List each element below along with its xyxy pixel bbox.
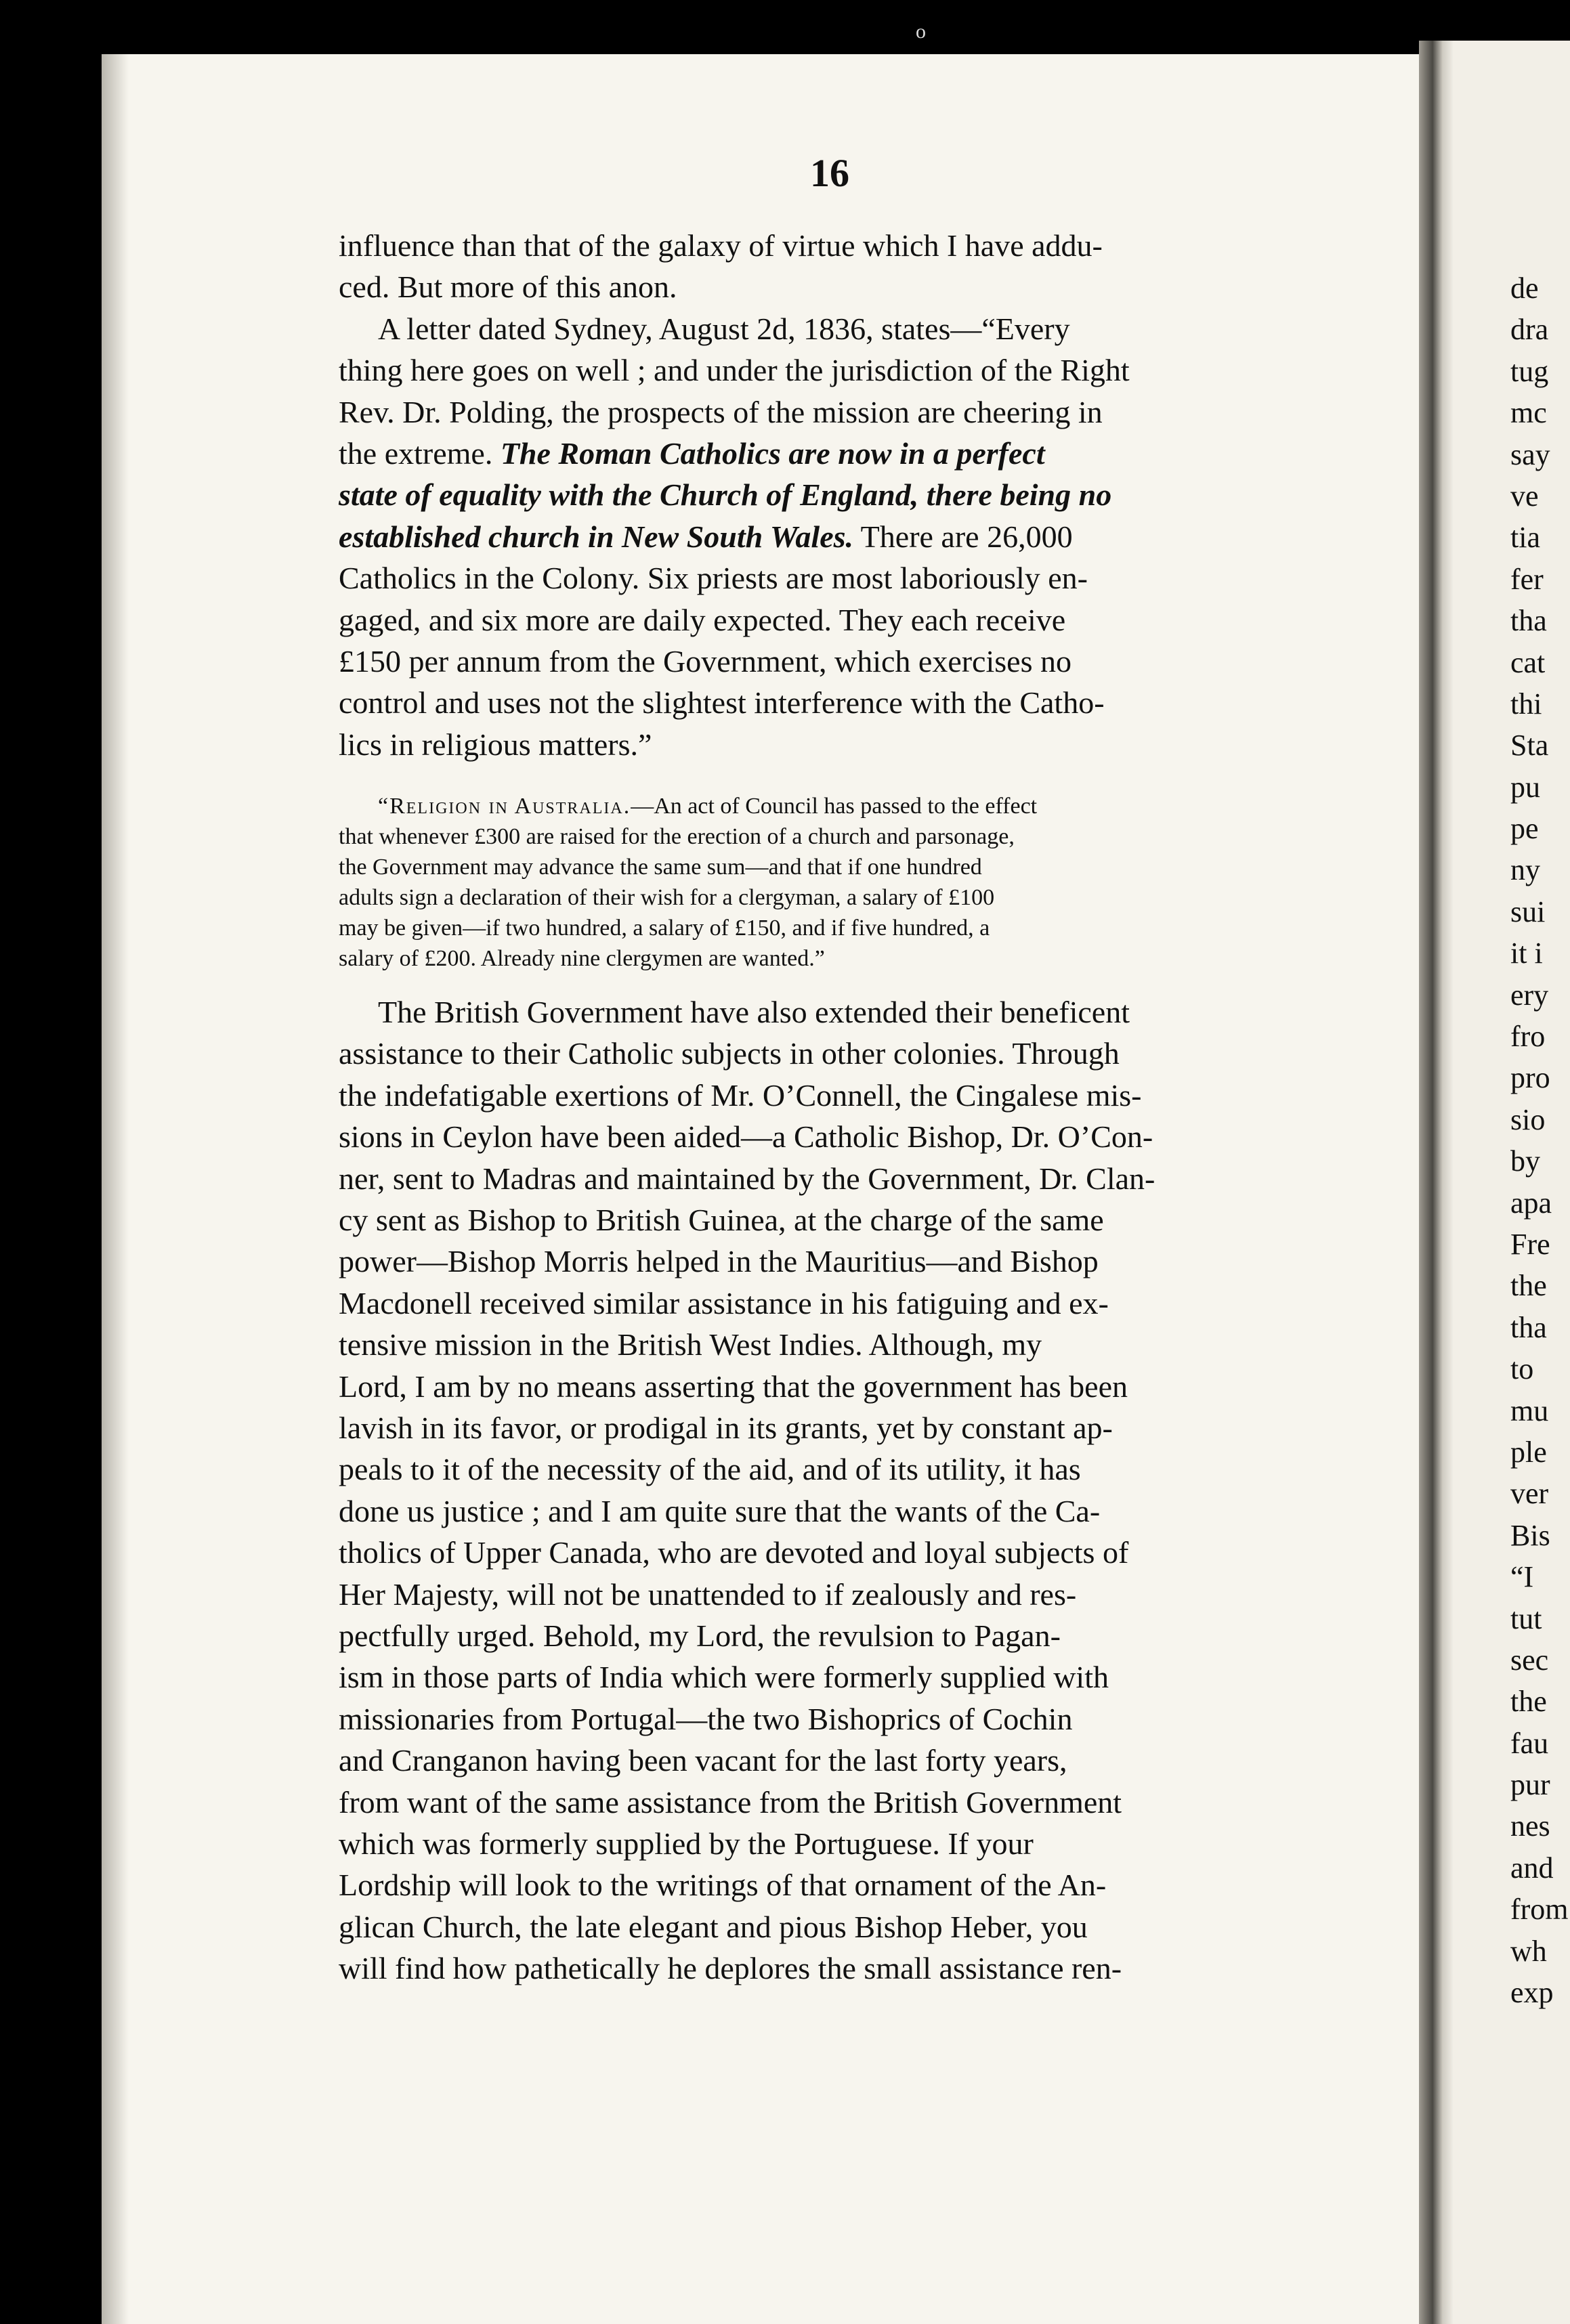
text-line: state of equality with the Church of England, there being no [339,477,1112,513]
text-line [339,516,1378,557]
text-line: sions in Ceylon have been aided—a Catholic Bishop, Dr. O’Con- [339,1119,1153,1155]
text-line: thing here goes on well ; and under the jurisdiction of the Right [339,353,1130,388]
quote-line: salary of £200. Already nine clergymen are wanted.” [339,946,825,972]
text-line: the indefatigable exertions of Mr. O’Connell, the Cingalese mis- [339,1077,1142,1113]
book-gutter [1419,41,1453,2324]
quote-line: may be given—if two hundred, a salary of £150, and if five hundred, a [339,916,990,941]
facing-page-fragment-line: sui [1510,895,1546,928]
facing-page-fragment-line: wh [1510,1934,1547,1968]
facing-page-fragment-line: sec [1510,1643,1549,1677]
text-line: lavish in its favor, or prodigal in its grants, yet by constant ap- [339,1410,1113,1445]
facing-page-fragment-line: apa [1510,1186,1552,1220]
facing-page-fragment-line: mc [1510,396,1547,430]
facing-page-fragment-line: fro [1510,1020,1546,1054]
facing-page-fragment-line: tha [1510,1310,1547,1344]
facing-page-fragment-line: dra [1510,313,1549,347]
text-line: tholics of Upper Canada, who are devoted and loyal subjects of [339,1535,1129,1570]
facing-page-fragment-line: ve [1510,479,1539,513]
text-line: power—Bishop Morris helped in the Mauritius—and Bishop [339,1244,1099,1279]
text-line: gaged, and six more are daily expected. They each receive [339,602,1066,637]
text-line: which was formerly supplied by the Portuguese. If your [339,1826,1034,1861]
facing-page-fragment-line: cat [1510,645,1546,679]
facing-page-fragment-line: thi [1510,687,1542,720]
facing-page-fragment-line: it i [1510,937,1543,970]
facing-page-fragment-line: nes [1510,1809,1550,1843]
text-line: A letter dated Sydney, August 2d, 1836, states—“Every [378,311,1070,346]
text-line: ism in those parts of India which were formerly supplied with [339,1660,1109,1695]
facing-page-fragment-line: mu [1510,1394,1549,1427]
quote-line: that whenever £300 are raised for the erection of a church and parsonage, [339,824,1015,850]
facing-page-fragment-line: pur [1510,1768,1550,1802]
text-run: the extreme. [339,435,501,471]
text-line: The British Government have also extended their beneficent [378,995,1130,1030]
facing-page-fragment-line: fau [1510,1726,1549,1760]
text-line: ced. But more of this anon. [339,270,677,305]
text-run: There are 26,000 [853,519,1073,554]
scan-mark: o [916,20,926,43]
quote-line: the Government may advance the same sum—and that if one hundred [339,855,982,880]
text-line: Lord, I am by no means asserting that the government has been [339,1369,1128,1404]
italic-run: The Roman Catholics are now in a perfect [500,435,1045,471]
text-line: Her Majesty, will not be unattended to if zealously and res- [339,1576,1077,1612]
page-edge-shadow [102,54,129,2324]
paragraph-3 [339,991,1378,1989]
facing-page-fragment-line: fer [1510,562,1544,596]
quote-heading: “Religion in Australia. [378,794,631,819]
text-line: ner, sent to Madras and maintained by the Government, Dr. Clan- [339,1161,1155,1196]
facing-page-fragment-line: ery [1510,978,1549,1012]
text-line: done us justice ; and I am quite sure that the wants of the Ca- [339,1493,1101,1528]
text-line: pectfully urged. Behold, my Lord, the revulsion to Pagan- [339,1618,1061,1653]
facing-page-fragment-line: to [1510,1352,1534,1386]
text-line: tensive mission in the British West Indies. Although, my [339,1327,1042,1362]
facing-page-fragment-line: ny [1510,853,1540,887]
italic-run: established church in New South Wales. [339,519,854,554]
text-line: assistance to their Catholic subjects in other colonies. Through [339,1036,1120,1071]
text-line: peals to it of the necessity of the aid, and of its utility, it has [339,1452,1081,1487]
facing-page-fragment-line: pro [1510,1061,1550,1095]
text-line: influence than that of the galaxy of virtue which I have addu- [339,228,1103,263]
quote-line [339,791,1378,821]
facing-page-fragment-line: tut [1510,1601,1542,1635]
facing-page-fragment-line: the [1510,1685,1547,1719]
text-line: lics in religious matters.” [339,727,652,762]
facing-page-lines [1510,267,1569,2013]
facing-page-fragment-line: and [1510,1851,1554,1885]
facing-page-fragment-line: say [1510,437,1550,471]
facing-page-fragment-line: ver [1510,1477,1549,1511]
text-line: will find how pathetically he deplores the small assistance ren- [339,1951,1122,1986]
facing-page-fragment-line: tug [1510,354,1549,388]
facing-page-fragment-line: by [1510,1144,1540,1178]
facing-page-fragment-line: Sta [1510,729,1549,762]
text-line: Catholics in the Colony. Six priests are most laboriously en- [339,561,1088,596]
text-line: Lordship will look to the writings of that ornament of the An- [339,1868,1107,1903]
text-line [339,433,1378,474]
text-line: and Cranganon having been vacant for the last forty years, [339,1743,1067,1778]
facing-page-fragment-line: de [1510,272,1539,305]
text-line: cy sent as Bishop to British Guinea, at the charge of the same [339,1203,1104,1238]
text-line: Rev. Dr. Polding, the prospects of the mission are cheering in [339,394,1103,429]
facing-page-fragment-line: from [1510,1893,1569,1927]
facing-page-fragment-line: tha [1510,604,1547,638]
facing-page-fragment-line: ple [1510,1435,1547,1469]
facing-page-fragment-line: exp [1510,1976,1554,2010]
page-number: 16 [810,151,849,195]
text-line: glican Church, the late elegant and pious Bishop Heber, you [339,1909,1088,1944]
facing-page-fragment-line: tia [1510,521,1540,555]
facing-page-fragment-line: the [1510,1269,1547,1303]
text-line: missionaries from Portugal—the two Bishoprics of Cochin [339,1701,1073,1736]
page-body [339,225,1378,1989]
facing-page-fragment-line: sio [1510,1102,1546,1136]
text-line: £150 per annum from the Government, which exercises no [339,643,1072,679]
facing-page-fragment [1453,41,1570,2324]
facing-page-fragment-line: Fre [1510,1227,1550,1261]
text-line: control and uses not the slightest interference with the Catho- [339,685,1105,720]
facing-page-fragment-line: pu [1510,770,1540,804]
text-line: from want of the same assistance from the British Government [339,1784,1122,1820]
quote-line: adults sign a declaration of their wish for a clergyman, a salary of £100 [339,885,995,911]
text-run: —An act of Council has passed to the effect [631,794,1038,819]
facing-page-fragment-line: Bis [1510,1518,1550,1552]
facing-page-fragment-line: “I [1510,1560,1534,1594]
text-line: Macdonell received similar assistance in his fatiguing and ex- [339,1285,1109,1320]
facing-page-fragment-line: pe [1510,812,1539,846]
